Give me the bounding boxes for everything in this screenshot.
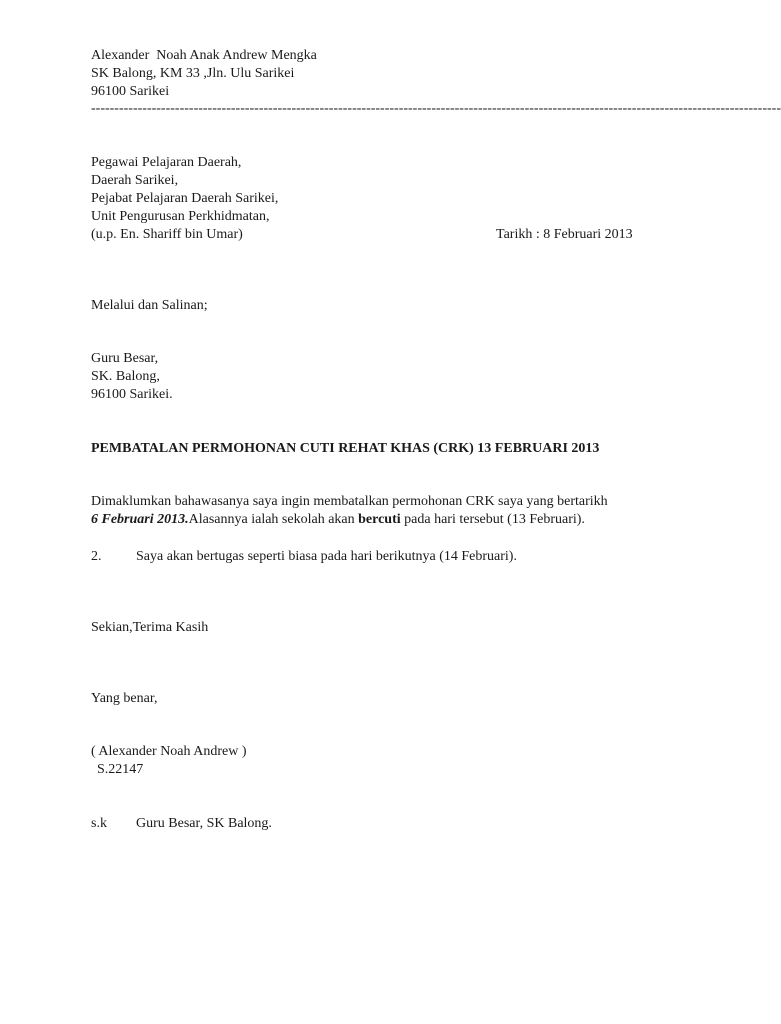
recipient-line3: Pejabat Pelajaran Daerah Sarikei,: [91, 191, 279, 206]
body-date-emphasis: 6 Februari 2013.: [91, 512, 189, 527]
recipient-line2: Daerah Sarikei,: [91, 173, 179, 188]
body-reason-end: pada hari tersebut (13 Februari).: [400, 512, 585, 527]
via-recipient-line3: 96100 Sarikei.: [91, 387, 173, 402]
recipient-line5: (u.p. En. Shariff bin Umar): [91, 227, 243, 242]
via-label: Melalui dan Salinan;: [91, 298, 208, 313]
signature-name: ( Alexander Noah Andrew ): [91, 744, 247, 759]
via-recipient-line1: Guru Besar,: [91, 351, 159, 366]
signoff-text: Yang benar,: [91, 691, 158, 706]
body-reason-text: Alasannya ialah sekolah akan: [188, 512, 359, 527]
letter-subject: PEMBATALAN PERMOHONAN CUTI REHAT KHAS (CRK) 13 FEBRUARI 2013: [91, 441, 600, 456]
closing-text: Sekian,Terima Kasih: [91, 620, 209, 635]
via-recipient-line2: SK. Balong,: [91, 369, 160, 384]
body-paragraph1-line1: Dimaklumkan bahawasanya saya ingin membatalkan permohonan CRK saya yang bertarikh: [91, 494, 608, 509]
sender-address-line1: SK Balong, KM 33 ,Jln. Ulu Sarikei: [91, 66, 295, 81]
body-holiday-emphasis: bercuti: [358, 512, 401, 527]
recipient-line4: Unit Pengurusan Perkhidmatan,: [91, 209, 270, 224]
paragraph2-text: Saya akan bertugas seperti biasa pada hari berikutnya (14 Februari).: [136, 549, 517, 564]
cc-label: s.k: [91, 816, 107, 831]
paragraph2-number: 2.: [91, 549, 102, 564]
letter-date: Tarikh : 8 Februari 2013: [496, 227, 633, 242]
recipient-line1: Pegawai Pelajaran Daerah,: [91, 155, 242, 170]
sender-name: Alexander Noah Anak Andrew Mengka: [91, 48, 317, 63]
sender-address-line2: 96100 Sarikei: [91, 84, 170, 99]
body-paragraph1-line2: [91, 511, 585, 529]
signature-id: S.22147: [97, 762, 144, 777]
cc-text: Guru Besar, SK Balong.: [136, 816, 272, 831]
header-divider: ----------------------------------------------------------------------------------------------------------------------------------------------------: [91, 101, 781, 116]
